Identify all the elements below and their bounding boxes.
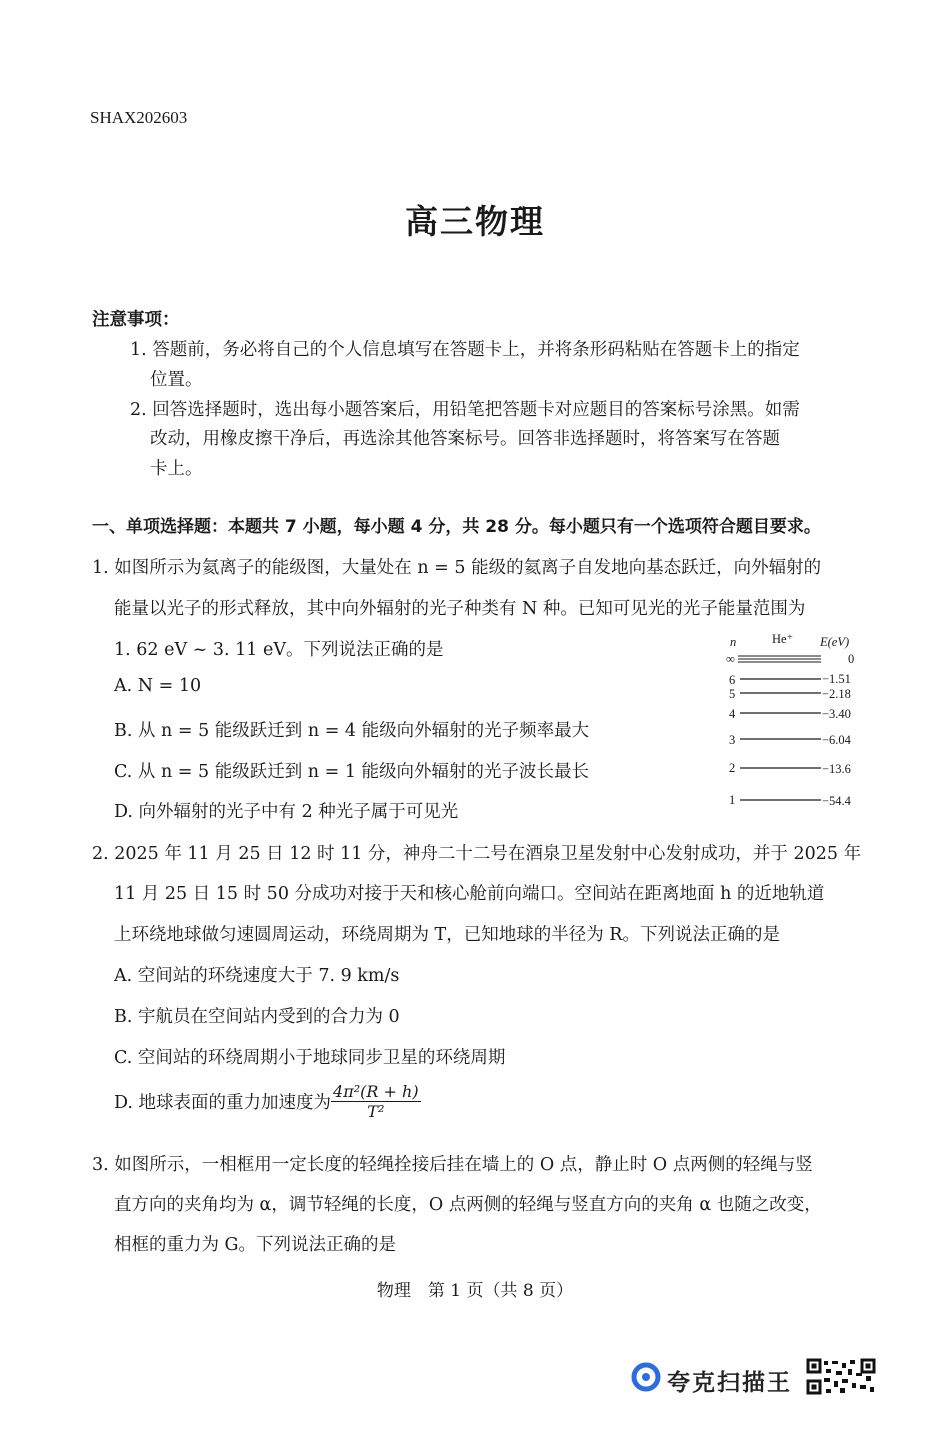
energy-level-1 xyxy=(729,793,852,808)
section-heading: 一、单项选择题：本题共 7 小题，每小题 4 分，共 28 分。每小题只有一个选项符合题目要求。 xyxy=(92,517,821,537)
fraction-numerator: 4π²(R + h) xyxy=(333,1082,419,1101)
level-n-label: 3 xyxy=(729,733,736,747)
notice-item-1-cont: 位置。 xyxy=(150,370,203,390)
q1-stem-line1: 1. 如图所示为氦离子的能级图，大量处在 n = 5 能级的氦离子自发地向基态跃迁，向外辐射的 xyxy=(92,558,822,578)
q2-option-c: C. 空间站的环绕周期小于地球同步卫星的环绕周期 xyxy=(114,1048,506,1068)
level-n-label: 4 xyxy=(729,707,736,721)
fraction-denominator: T² xyxy=(367,1102,385,1121)
level-e-label: −6.04 xyxy=(822,733,851,747)
diagram-ion-label: He⁺ xyxy=(772,632,794,646)
diagram-e-header: E(eV) xyxy=(820,635,850,649)
q2-stem-line2: 11 月 25 日 15 时 50 分成功对接于天和核心舱前向端口。空间站在距离地面 h 的近地轨道 xyxy=(114,884,825,904)
notice-item-2-cont: 改动，用橡皮擦干净后，再选涂其他答案标号。回答非选择题时，将答案写在答题 xyxy=(150,429,780,449)
q2-option-d xyxy=(114,1082,421,1121)
notice-item-1: 1. 答题前，务必将自己的个人信息填写在答题卡上，并将条形码粘贴在答题卡上的指定 xyxy=(130,340,800,360)
level-n-label: ∞ xyxy=(726,652,735,666)
q2-option-b: B. 宇航员在空间站内受到的合力为 0 xyxy=(114,1007,400,1027)
energy-level-2 xyxy=(729,761,851,776)
scanner-watermark-text: 夸克扫描王 xyxy=(667,1370,792,1396)
q2-option-d-text: D. 地球表面的重力加速度为 xyxy=(114,1093,332,1113)
exam-code: SHAX202603 xyxy=(90,108,188,127)
notice-heading: 注意事项： xyxy=(92,310,180,330)
page-title: 高三物理 xyxy=(405,202,545,241)
level-e-label: −54.4 xyxy=(822,794,851,808)
energy-level-4 xyxy=(729,707,851,721)
page-footer: 物理 第 1 页（共 8 页） xyxy=(376,1281,574,1301)
q1-option-d: D. 向外辐射的光子中有 2 种光子属于可见光 xyxy=(114,802,459,822)
q2-stem-line3: 上环绕地球做匀速圆周运动，环绕周期为 T，已知地球的半径为 R。下列说法正确的是 xyxy=(114,925,780,945)
level-e-label: −2.18 xyxy=(822,687,851,701)
q3-stem-line3: 相框的重力为 G。下列说法正确的是 xyxy=(114,1235,397,1255)
level-e-label: −3.40 xyxy=(822,707,851,721)
notice-item-2: 2. 回答选择题时，选出每小题答案后，用铅笔把答题卡对应题目的答案标号涂黑。如需 xyxy=(130,400,800,420)
level-n-label: 5 xyxy=(729,687,736,701)
level-e-label: 0 xyxy=(848,652,855,666)
q1-stem-line2: 能量以光子的形式释放，其中向外辐射的光子种类有 N 种。已知可见光的光子能量范围为 xyxy=(114,599,806,619)
level-e-label: −1.51 xyxy=(822,672,851,686)
q2-stem-line1: 2. 2025 年 11 月 25 日 12 时 11 分，神舟二十二号在酒泉卫星发射中心发射成功，并于 2025 年 xyxy=(92,844,862,864)
q1-option-a: A. N = 10 xyxy=(114,676,202,696)
qr-code-icon xyxy=(806,1359,876,1395)
q2-option-a: A. 空间站的环绕速度大于 7. 9 km/s xyxy=(114,966,400,986)
energy-level-6 xyxy=(729,672,851,687)
level-e-label: −13.6 xyxy=(822,762,851,776)
scanner-logo-icon xyxy=(634,1365,658,1389)
level-n-label: 2 xyxy=(729,761,736,775)
energy-level-inf xyxy=(726,652,854,666)
diagram-n-header: n xyxy=(730,635,737,649)
level-n-label: 1 xyxy=(729,793,736,807)
notice-item-2-cont2: 卡上。 xyxy=(150,459,203,479)
q2-option-d-fraction xyxy=(331,1082,421,1121)
energy-level-diagram xyxy=(726,632,866,812)
q1-option-c: C. 从 n = 5 能级跃迁到 n = 1 能级向外辐射的光子波长最长 xyxy=(114,762,590,782)
q1-stem-line3: 1. 62 eV ~ 3. 11 eV。下列说法正确的是 xyxy=(114,640,444,660)
q3-stem-line2: 直方向的夹角均为 α，调节轻绳的长度，O 点两侧的轻绳与竖直方向的夹角 α 也随之改变， xyxy=(114,1195,822,1215)
q3-stem-line1: 3. 如图所示，一相框用一定长度的轻绳拴接后挂在墙上的 O 点，静止时 O 点两侧的轻绳与竖 xyxy=(92,1155,813,1175)
energy-level-5 xyxy=(729,687,851,701)
q1-option-b: B. 从 n = 5 能级跃迁到 n = 4 能级向外辐射的光子频率最大 xyxy=(114,721,590,741)
level-n-label: 6 xyxy=(729,673,736,687)
energy-level-3 xyxy=(729,733,852,747)
